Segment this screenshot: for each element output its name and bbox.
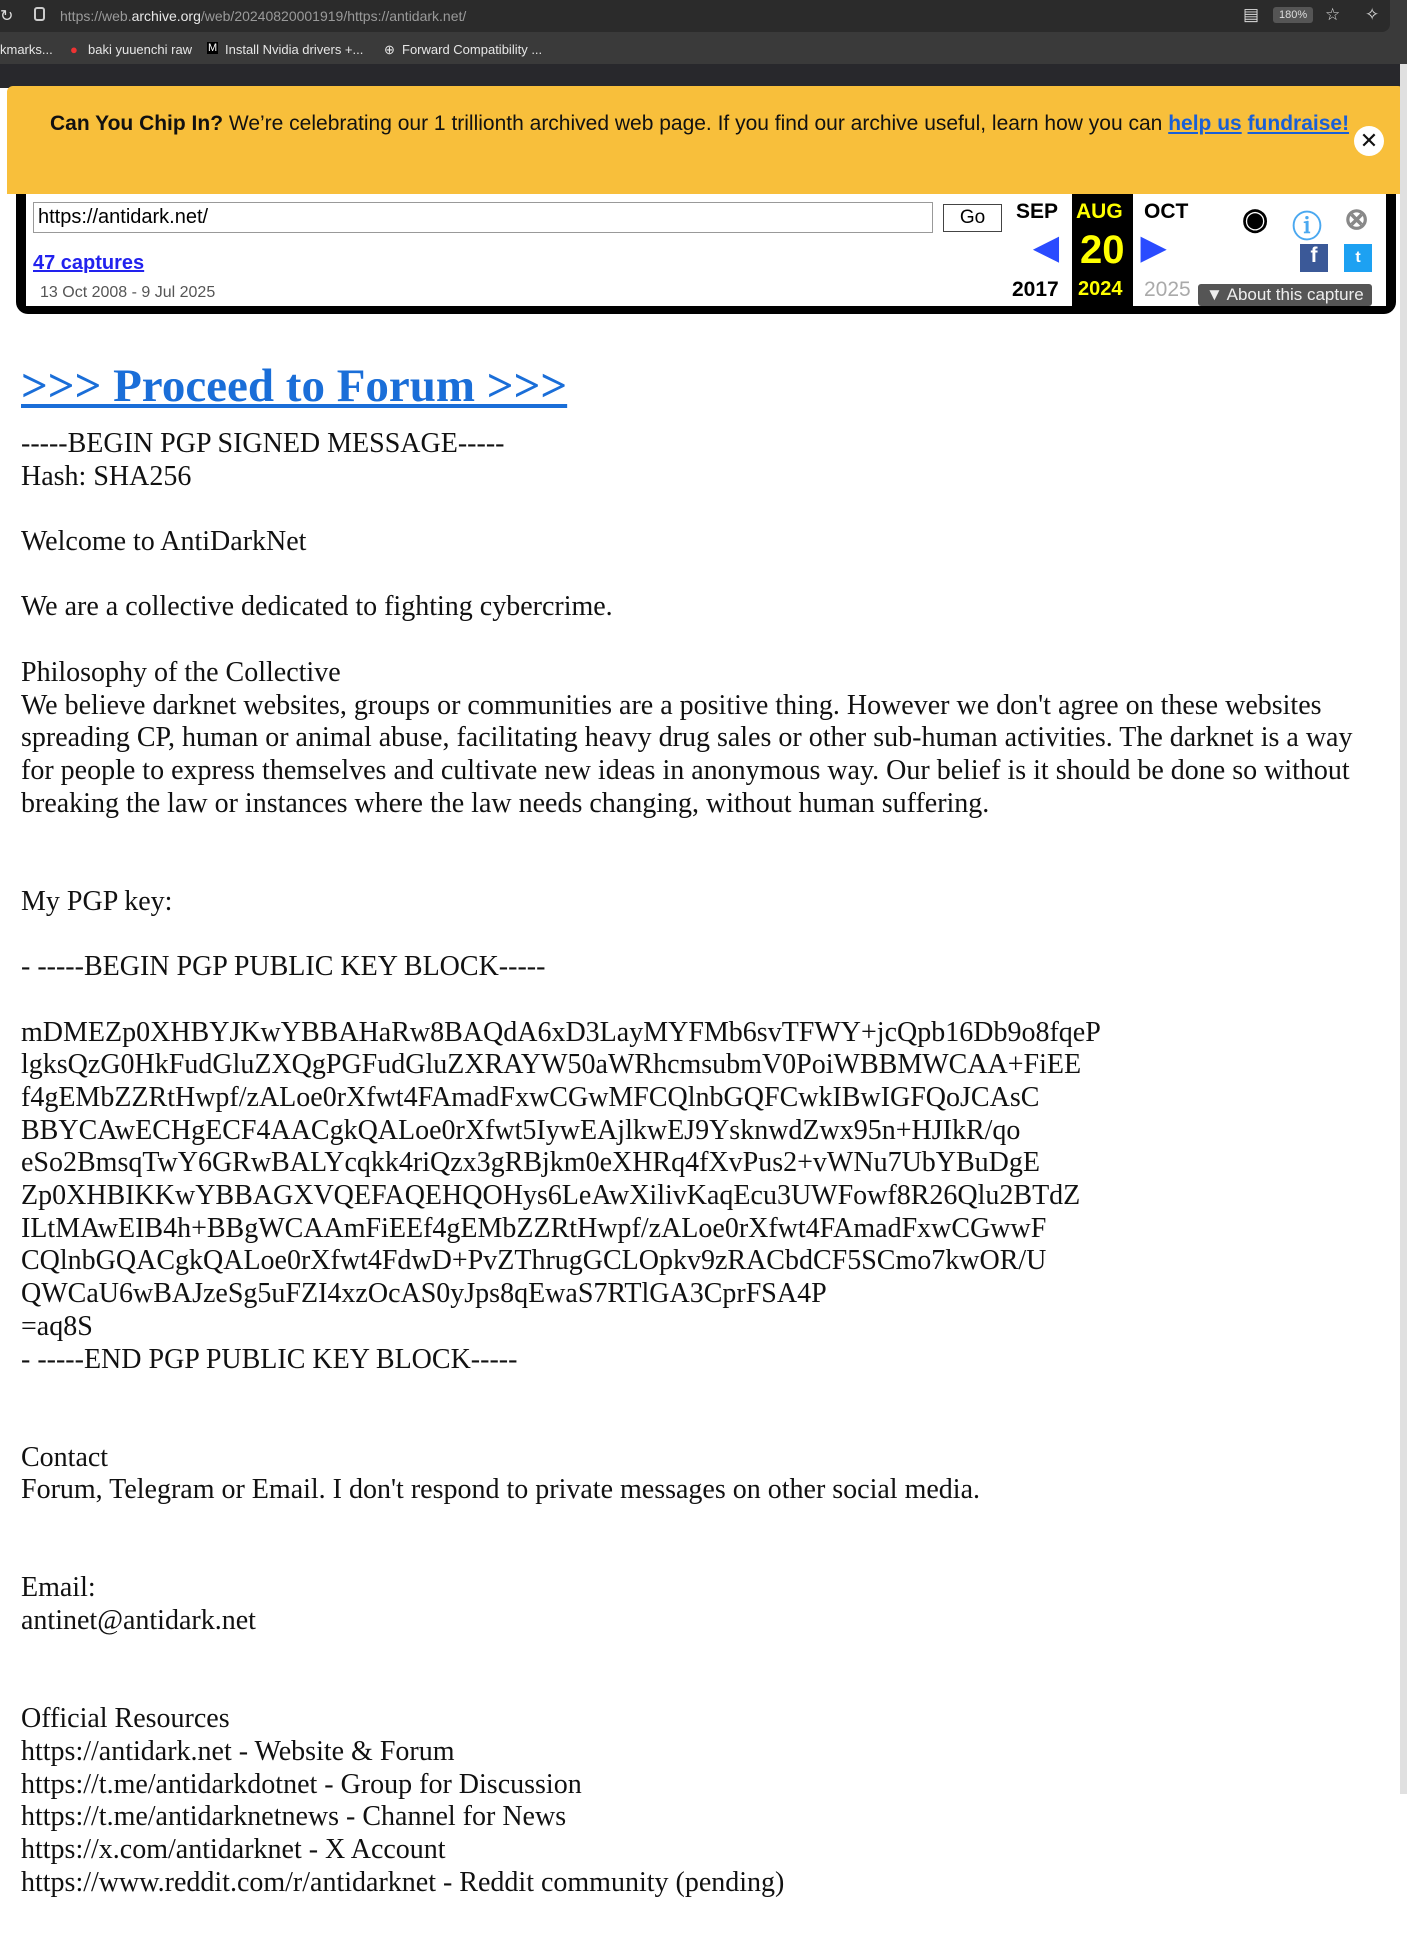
medium-favicon-icon: M: [208, 42, 218, 54]
current-year: 2024: [1078, 278, 1123, 300]
text-line: f4gEMbZZRtHwpf/zALoe0rXfwt4FAmadFxwCGwMFCQlnbGQFCwkIBwIGFQoJCAsC: [21, 1081, 1040, 1113]
globe-icon: ⊕: [384, 42, 395, 57]
next-month[interactable]: OCT: [1144, 200, 1189, 223]
message-body: [21, 428, 1391, 1899]
text-line: - -----BEGIN PGP PUBLIC KEY BLOCK-----: [21, 951, 546, 983]
zoom-badge[interactable]: 180%: [1273, 7, 1313, 23]
text-line: Zp0XHBIKKwYBBAGXVQEFAQEHQOHys6LeAwXilivKaqEcu3UWFowf8R26Qlu2BTdZ: [21, 1180, 1081, 1212]
url-domain: archive.org: [131, 8, 201, 24]
facebook-icon[interactable]: f: [1300, 244, 1328, 272]
text-line: [21, 820, 1391, 853]
prev-year[interactable]: 2017: [1012, 278, 1059, 301]
banner-title: Can You Chip In?: [50, 112, 224, 135]
url-text[interactable]: [60, 8, 466, 24]
twitter-icon[interactable]: t: [1344, 244, 1372, 272]
resource-link-line: https://t.me/antidarknetnews - Channel for News: [21, 1801, 567, 1833]
text-line: ILtMAwEIB4h+BBgWCAAmFiEEf4gEMbZZRtHwpf/zALoe0rXfwt4FAmadFxwCGwwF: [21, 1212, 1047, 1244]
text-line: We believe darknet websites, groups or communities are a positive thing. However we don't agree on these websites spreading CP, human or animal abuse, facilitating heavy drug sales or other sub-human activities. The darknet is a way for people to express themselves and cultivate new ideas in anonymous way. Our belief is it should be done so without breaking the law or instances where the law needs changing, without human suffering.: [21, 689, 1353, 819]
resource-link-line: https://www.reddit.com/r/antidarknet - Reddit community (pending): [21, 1866, 785, 1898]
text-line: antinet@antidark.net: [21, 1605, 256, 1637]
text-line: [21, 1540, 1391, 1573]
text-line: lgksQzG0HkFudGluZXQgPGFudGluZXRAYW50aWRhcmsubmV0PoiWBBMWCAA+FiEE: [21, 1049, 1082, 1081]
about-capture-label: About this capture: [1226, 285, 1364, 304]
captures-link[interactable]: 47 captures: [33, 252, 145, 274]
scrollbar[interactable]: [1400, 64, 1407, 1794]
resource-link-line: https://t.me/antidarkdotnet - Group for Discussion: [21, 1768, 582, 1800]
text-line: Forum, Telegram or Email. I don't respond to private messages on other social media.: [21, 1474, 980, 1506]
text-line: [21, 1671, 1391, 1704]
bookmark-item[interactable]: Forward Compatibility ...: [402, 42, 543, 57]
text-line: - -----END PGP PUBLIC KEY BLOCK-----: [21, 1343, 518, 1375]
text-line: [21, 1376, 1391, 1409]
text-line: -----BEGIN PGP SIGNED MESSAGE-----: [21, 428, 505, 459]
bookmarks-bar: [0, 32, 1407, 64]
prev-capture-arrow-icon[interactable]: ◀: [1034, 229, 1059, 265]
fundraise-link[interactable]: fundraise!: [1247, 112, 1350, 135]
proceed-to-forum-link[interactable]: >>> Proceed to Forum >>>: [21, 360, 568, 412]
next-capture-arrow-icon[interactable]: ▶: [1141, 229, 1166, 265]
text-line: [21, 1638, 1391, 1671]
browser-chrome: [0, 0, 1407, 64]
lock-icon: [34, 7, 45, 21]
text-line: My PGP key:: [21, 885, 173, 917]
text-line: CQlnbGQACgkQALoe0rXfwt4FdwD+PvZThrugGCLOpkv9zRACbdCF5SCmo7kwOR/U: [21, 1245, 1047, 1277]
text-line: [21, 918, 1391, 951]
text-line: [21, 1507, 1391, 1540]
banner-text: We’re celebrating our 1 trillionth archived web page. If you find our archive useful, learn how you can: [223, 112, 1169, 135]
text-line: BBYCAwECHgECF4AACgkQALoe0rXfwt5IywEAjlkwEJ9YsknwdZwx95n+HJIkR/qo: [21, 1114, 1021, 1146]
text-line: [21, 1409, 1391, 1442]
next-year: 2025: [1144, 278, 1191, 301]
address-bar[interactable]: [0, 0, 1390, 32]
page-content: [21, 356, 1391, 1899]
text-line: [21, 984, 1391, 1017]
bookmark-item[interactable]: Install Nvidia drivers +...: [225, 42, 364, 57]
go-button[interactable]: Go: [943, 204, 1002, 232]
url-prefix: https://web.: [60, 8, 132, 24]
text-line: Email:: [21, 1572, 96, 1604]
text-line: [21, 559, 1391, 592]
close-banner-button[interactable]: ✕: [1354, 126, 1384, 156]
text-line: mDMEZp0XHBYJKwYBBAHaRw8BAQdA6xD3LayMYFMb6svTFWY+jcQpb16Db9o8fqeP: [21, 1016, 1101, 1048]
bookmark-item[interactable]: kmarks...: [0, 42, 53, 57]
text-line: We are a collective dedicated to fighting cybercrime.: [21, 591, 613, 623]
bookmark-item[interactable]: baki yuuenchi raw: [88, 42, 193, 57]
url-path: /web/20240820001919/https://antidark.net/: [200, 8, 467, 24]
star-icon[interactable]: ☆: [1325, 5, 1341, 24]
text-line: Contact: [21, 1441, 109, 1473]
account-icon[interactable]: ◉: [1242, 203, 1269, 236]
capture-range: 13 Oct 2008 - 9 Jul 2025: [40, 284, 216, 301]
page-heading: [21, 356, 1391, 416]
text-line: [21, 853, 1391, 886]
text-line: Welcome to AntiDarkNet: [21, 526, 307, 558]
text-line: QWCaU6wBAJzeSg5uFZI4xzOcAS0yJps8qEwaS7RTlGA3CprFSA4P: [21, 1278, 827, 1310]
wayback-url-input[interactable]: https://antidark.net/: [33, 202, 933, 233]
text-line: eSo2BmsqTwY6GRwBALYcqkk4riQzx3gRBjkm0eXHRq4fXvPus2+vWNu7UbYBuDgE: [21, 1147, 1041, 1179]
wayback-toolbar: [16, 194, 1396, 314]
bookmark-favicon-icon: ●: [70, 42, 78, 57]
reader-icon[interactable]: ▤: [1243, 5, 1260, 24]
current-day: 20: [1080, 228, 1125, 272]
text-line: [21, 624, 1391, 657]
donation-banner: [7, 86, 1404, 194]
text-line: Hash: SHA256: [21, 460, 192, 492]
current-month: AUG: [1076, 200, 1123, 223]
resource-link-line: https://antidark.net - Website & Forum: [21, 1735, 455, 1767]
prev-month[interactable]: SEP: [1016, 200, 1059, 223]
about-capture-button[interactable]: ▼ About this capture: [1198, 284, 1372, 306]
text-line: =aq8S: [21, 1310, 93, 1342]
extension-icon[interactable]: ✧: [1365, 5, 1380, 24]
close-toolbar-icon[interactable]: ⊗: [1344, 203, 1370, 236]
help-us-link[interactable]: help us: [1168, 112, 1242, 135]
resource-link-line: https://x.com/antidarknet - X Account: [21, 1834, 446, 1866]
reload-icon[interactable]: ↻: [0, 8, 14, 25]
page-top-bg: [0, 64, 1407, 88]
text-line: Philosophy of the Collective: [21, 656, 341, 688]
text-line: [21, 493, 1391, 526]
help-icon[interactable]: ⓘ: [1292, 211, 1322, 244]
text-line: Official Resources: [21, 1703, 230, 1735]
